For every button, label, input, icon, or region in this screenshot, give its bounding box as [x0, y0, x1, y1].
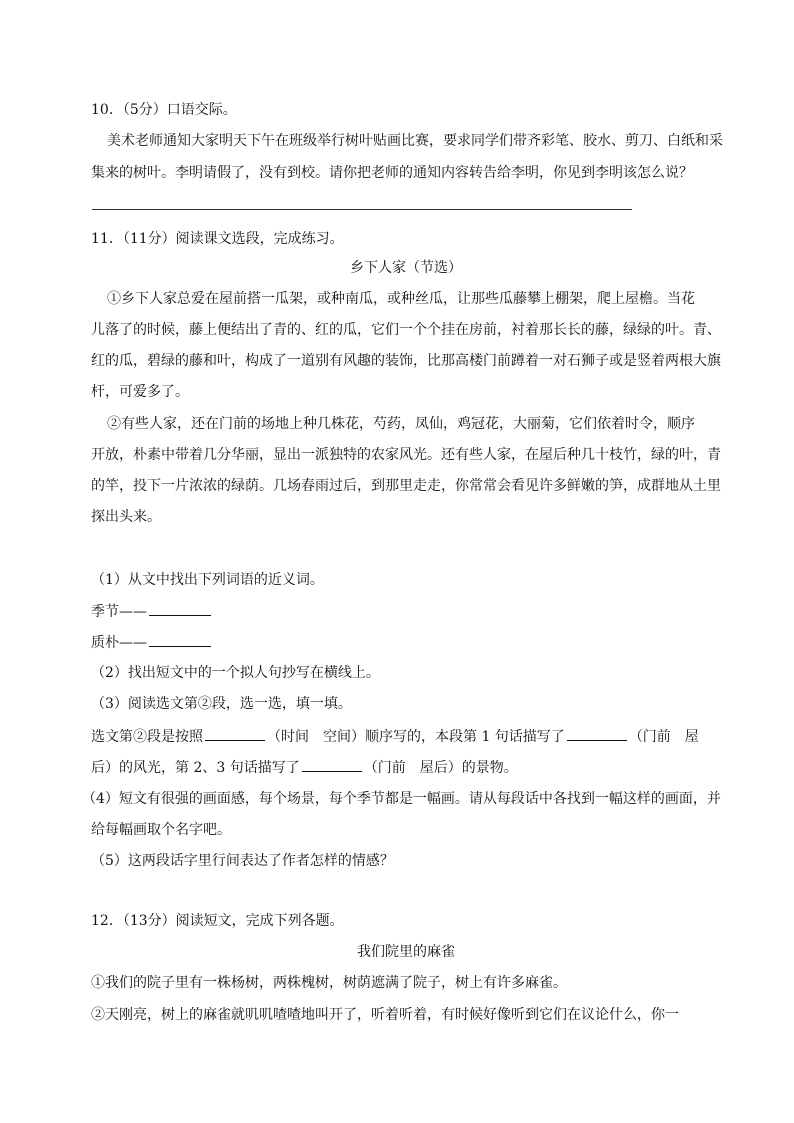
q10-line-1: 美术老师通知大家明天下午在班级举行树叶贴画比赛，要求同学们带齐彩笔、胶水、剪刀、白纸和采: [107, 133, 723, 149]
sub3-text-a3: （门前 屋: [628, 729, 699, 745]
q11-synonym-row-1: [91, 601, 721, 621]
q11-p1-line-2: 儿落了的时候，藤上便结出了青的、红的瓜，它们一个个挂在房前，衬着那长长的藤，绿绿的叶。青、: [91, 322, 721, 338]
sub3-text-b2: （门前 屋后）的景物。: [363, 760, 518, 776]
q10-line-2: 集来的树叶。李明请假了，没有到校。请你把老师的通知内容转告给李明，你见到李明该怎么说？: [91, 165, 693, 181]
sub3-blank-1[interactable]: [205, 726, 265, 741]
sub3-text-a1: 选文第②段是按照: [91, 729, 203, 745]
q10-header: 10．（5分）口语交际。: [91, 102, 237, 118]
synonym-word-2: 质朴——: [91, 635, 147, 651]
q11-sub3-line-1: [91, 726, 721, 746]
q11-p2-line-4: 探出头来。: [91, 509, 161, 525]
sub3-blank-2[interactable]: [567, 726, 627, 741]
q10-answer-line[interactable]: [92, 209, 632, 210]
q12-p2-line-1: ②天刚亮，树上的麻雀就叽叽喳喳地叫开了，听着听着，有时候好像听到它们在议论什么，你一: [91, 1007, 679, 1023]
synonym-blank-2[interactable]: [149, 632, 211, 647]
q11-sub2: （2）找出短文中的一个拟人句抄写在横线上。: [91, 665, 380, 681]
q11-sub3: （3）阅读选文第②段，选一选，填一填。: [91, 696, 352, 712]
q11-p2-line-2: 开放，朴素中带着几分华丽，显出一派独特的农家风光。还有些人家，在屋后种几十枝竹，绿的叶，青: [91, 447, 721, 463]
q12-passage-title: 我们院里的麻雀: [357, 944, 455, 960]
q11-p1-line-3: 红的瓜，碧绿的藤和叶，构成了一道别有风趣的装饰，比那高楼门前蹲着一对石狮子或是竖着两根大旗: [91, 353, 721, 369]
q11-p1-line-1: ①乡下人家总爱在屋前搭一瓜架，或种南瓜，或种丝瓜，让那些瓜藤攀上棚架，爬上屋檐。当花: [107, 291, 695, 307]
sub3-text-a2: （时间 空间）顺序写的，本段第 1 句话描写了: [267, 729, 565, 745]
q12-header: 12．（13分）阅读短文，完成下列各题。: [91, 913, 344, 929]
q11-p2-line-1: ②有些人家，还在门前的场地上种几株花，芍药，凤仙，鸡冠花，大丽菊，它们依着时令，顺序: [107, 416, 695, 432]
q11-header: 11．（11分）阅读课文选段，完成练习。: [91, 231, 344, 247]
sub3-blank-3[interactable]: [302, 757, 362, 772]
q11-p1-line-4: 杆，可爱多了。: [91, 384, 189, 400]
q11-p2-line-3: 的竿，投下一片浓浓的绿荫。几场春雨过后，到那里走走，你常常会看见许多鲜嫩的笋，成群地从土里: [91, 478, 721, 494]
q11-passage-title: 乡下人家（节选）: [350, 260, 462, 276]
q11-sub1: （1）从文中找出下列词语的近义词。: [91, 572, 324, 588]
q11-sub5: （5）这两段话字里行间表达了作者怎样的情感？: [91, 853, 394, 869]
synonym-word-1: 季节——: [91, 604, 147, 620]
sub3-text-b1: 后）的风光，第 2、3 句话描写了: [91, 760, 300, 776]
synonym-blank-1[interactable]: [149, 601, 211, 616]
q12-p1: ①我们的院子里有一株杨树，两株槐树，树荫遮满了院子，树上有许多麻雀。: [91, 975, 567, 991]
q11-sub4-line-2: 给每幅画取个名字吧。: [91, 822, 231, 838]
q11-synonym-row-2: [91, 632, 721, 652]
q11-sub3-line-2: [91, 757, 721, 777]
q11-sub4-line-1: （4）短文有很强的画面感，每个场景，每个季节都是一幅画。请从每段话中各找到一幅这样的画面，并: [82, 791, 721, 807]
